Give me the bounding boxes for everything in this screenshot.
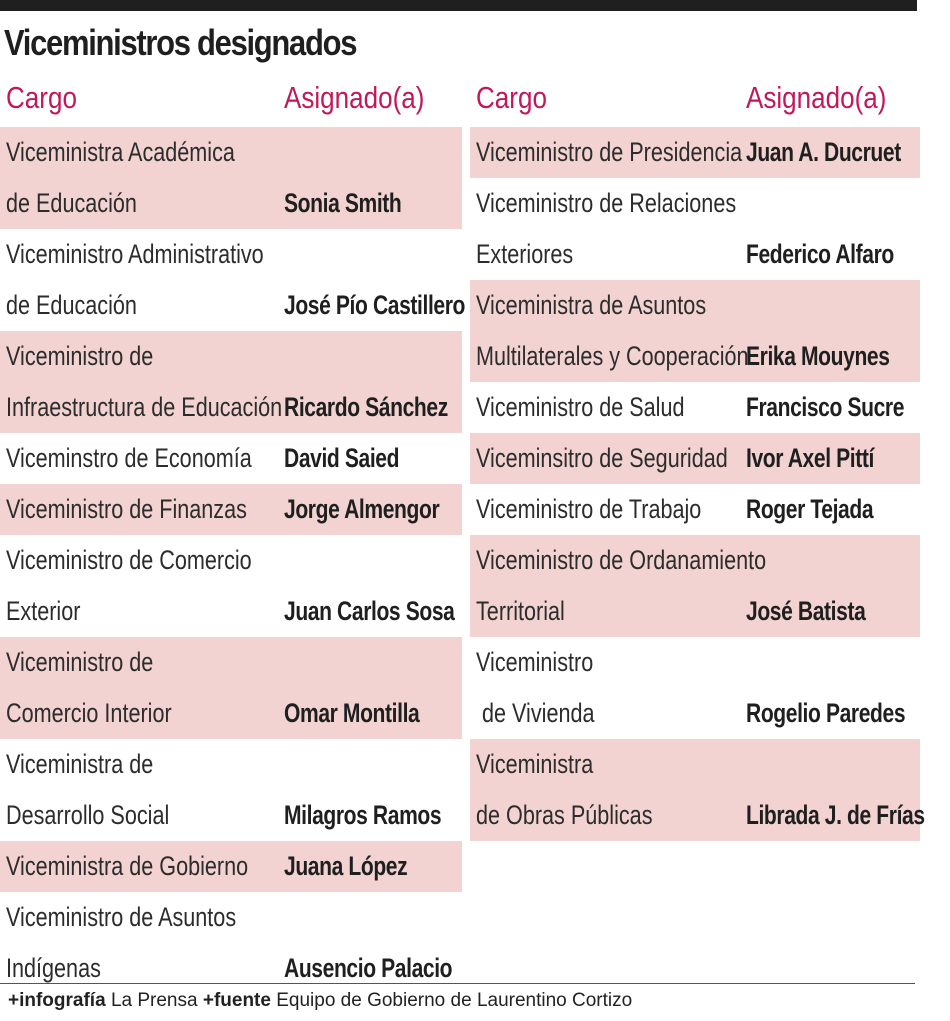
cargo-cell: Viceministra Académica de Educación bbox=[6, 137, 235, 218]
cargo-cell: Viceministro de Vivienda bbox=[476, 647, 595, 728]
cargo-cell: Viceministro Administrativo de Educación bbox=[6, 239, 264, 320]
asignado-cell: José Pío Castillero bbox=[284, 290, 466, 320]
page-title: Viceministros designados bbox=[4, 22, 357, 63]
cargo-cell: Viceministra de Gobierno bbox=[6, 851, 249, 881]
cargo-cell: Viceministro de Relaciones Exteriores bbox=[476, 188, 737, 269]
asignado-cell: Jorge Almengor bbox=[284, 494, 440, 524]
cargo-cell: Viceministro de Comercio Exterior bbox=[6, 545, 252, 626]
asignado-cell: Federico Alfaro bbox=[746, 239, 894, 269]
asignado-cell: Librada J. de Frías bbox=[746, 800, 925, 830]
asignado-cell: Roger Tejada bbox=[746, 494, 874, 524]
cargo-cell: Viceministro de Finanzas bbox=[6, 494, 247, 524]
table-row bbox=[470, 178, 920, 280]
table-row bbox=[0, 433, 462, 484]
table-row bbox=[0, 637, 462, 739]
table-row bbox=[470, 382, 920, 433]
table-row bbox=[470, 739, 925, 841]
header-cargo-right: Cargo bbox=[476, 80, 547, 115]
asignado-cell: Ricardo Sánchez bbox=[284, 392, 448, 422]
asignado-cell: Milagros Ramos bbox=[284, 800, 442, 830]
asignado-cell: David Saied bbox=[284, 443, 400, 473]
asignado-cell: Rogelio Paredes bbox=[746, 698, 906, 728]
asignado-cell: Francisco Sucre bbox=[746, 392, 905, 422]
infografia-value: La Prensa bbox=[110, 990, 198, 1011]
asignado-cell: Ausencio Palacio bbox=[284, 953, 453, 983]
table-row bbox=[470, 280, 920, 382]
fuente-label: +fuente bbox=[202, 990, 271, 1011]
table-row bbox=[470, 484, 920, 535]
infografia-label: +infografía bbox=[8, 990, 106, 1011]
table-row bbox=[0, 484, 462, 535]
header-asignado-left: Asignado(a) bbox=[284, 80, 425, 115]
cargo-cell: Viceministro de Comercio Interior bbox=[6, 647, 172, 728]
asignado-cell: Sonia Smith bbox=[284, 188, 402, 218]
cargo-cell: Viceministra de Asuntos Multilaterales y Cooperación bbox=[476, 290, 749, 371]
asignado-cell: José Batista bbox=[746, 596, 866, 626]
asignado-cell: Omar Montilla bbox=[284, 698, 420, 728]
footer-credits bbox=[8, 990, 632, 1012]
cargo-cell: Viceministro de Salud bbox=[476, 392, 685, 422]
top-rule bbox=[0, 0, 917, 11]
asignado-cell: Juan Carlos Sosa bbox=[284, 596, 455, 626]
asignado-cell: Ivor Axel Pittí bbox=[746, 443, 874, 473]
cargo-cell: Viceministra de Desarrollo Social bbox=[6, 749, 170, 830]
table-row bbox=[470, 127, 920, 178]
cargo-cell: Viceministro de Presidencia bbox=[476, 137, 743, 167]
table-row bbox=[0, 229, 466, 331]
table-row bbox=[470, 637, 920, 739]
asignado-cell: Juan A. Ducruet bbox=[746, 137, 901, 167]
table-row bbox=[0, 535, 462, 637]
cargo-cell: Viceministro de Infraestructura de Educación bbox=[6, 341, 283, 422]
table-row bbox=[0, 739, 462, 841]
footer-rule bbox=[0, 983, 915, 984]
asignado-cell: Erika Mouynes bbox=[746, 341, 890, 371]
table-row bbox=[0, 127, 462, 229]
cargo-cell: Viceminstro de Economía bbox=[6, 443, 252, 473]
cargo-cell: Viceministro de Ordanamiento Territorial bbox=[476, 545, 767, 626]
header-asignado-right: Asignado(a) bbox=[746, 80, 887, 115]
cargo-cell: Viceministro de Asuntos Indígenas bbox=[6, 902, 237, 983]
fuente-value: Equipo de Gobierno de Laurentino Cortizo bbox=[276, 990, 633, 1011]
table-row bbox=[0, 331, 462, 433]
cargo-cell: Viceministro de Trabajo bbox=[476, 494, 702, 524]
cargo-cell: Viceminsitro de Seguridad bbox=[476, 443, 728, 473]
asignado-cell: Juana López bbox=[284, 851, 408, 881]
table-row bbox=[0, 841, 462, 892]
cargo-cell: Viceministra de Obras Públicas bbox=[476, 749, 653, 830]
table-row bbox=[0, 892, 462, 994]
table-row bbox=[470, 433, 920, 484]
header-cargo-left: Cargo bbox=[6, 80, 77, 115]
table-row bbox=[470, 535, 920, 637]
